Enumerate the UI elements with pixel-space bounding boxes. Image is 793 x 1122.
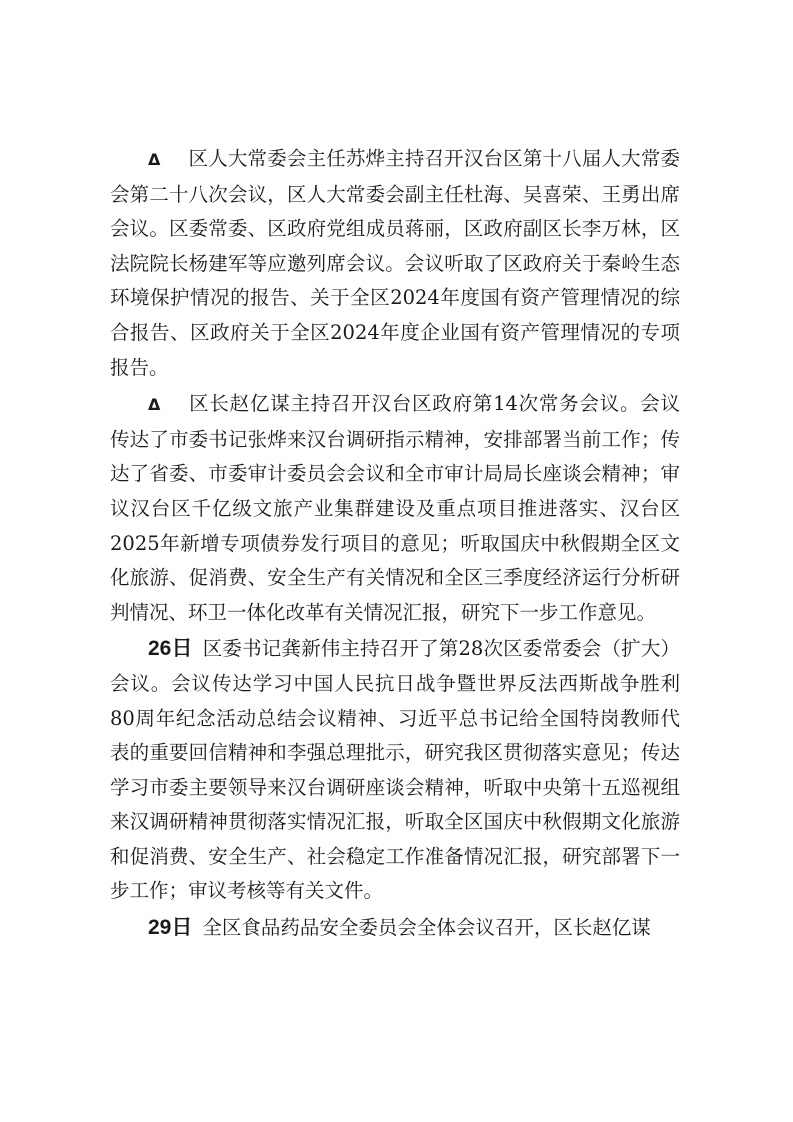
paragraph-text: 全区食品药品安全委员会全体会议召开，区长赵亿谋 bbox=[202, 916, 651, 940]
paragraph-text: 区长赵亿谋主持召开汉台区政府第14次常务会议。会议传达了市委书记张烨来汉台调研指示精神，安排部署当前工作；传达了省委、市委审计委员会会议和全市审计局局长座谈会精神；审议汉台区千亿级文旅产业集群建设及重点项目推进落实、汉台区2025年新增专项债券发行项目的意见；听取国庆中秋假期全区文化旅游、促消费、安全生产有关情况和全区三季度经济运行分析研判情况、环卫一体化改革有关情况汇报，研究下一步工作意见。 bbox=[110, 392, 680, 624]
news-item-government-meeting bbox=[110, 387, 680, 630]
date-label: 26日 bbox=[148, 637, 193, 661]
news-item-26th bbox=[110, 632, 680, 909]
news-item-npc-meeting bbox=[110, 142, 680, 385]
delta-bullet-icon: Δ bbox=[148, 395, 161, 415]
date-label: 29日 bbox=[148, 916, 193, 940]
news-item-29th bbox=[110, 911, 680, 946]
delta-bullet-icon: Δ bbox=[148, 150, 161, 169]
document-body bbox=[110, 142, 680, 948]
paragraph-text: 区人大常委会主任苏烨主持召开汉台区第十八届人大常委会第二十八次会议，区人大常委会副主任杜海、吴喜荣、王勇出席会议。区委常委、区政府党组成员蒋丽，区政府副区长李万林，区法院院长杨建军等应邀列席会议。会议听取了区政府关于秦岭生态环境保护情况的报告、关于全区2024年度国有资产管理情况的综合报告、区政府关于全区2024年度企业国有资产管理情况的专项报告。 bbox=[110, 147, 680, 379]
paragraph-text: 区委书记龚新伟主持召开了第28次区委常委会（扩大）会议。会议传达学习中国人民抗日战争暨世界反法西斯战争胜利80周年纪念活动总结会议精神、习近平总书记给全国特岗教师代表的重要回信精神和李强总理批示，研究我区贯彻落实意见；传达学习市委主要领导来汉台调研座谈会精神，听取中央第十五巡视组来汉调研精神贯彻落实情况汇报，听取全区国庆中秋假期文化旅游和促消费、安全生产、社会稳定工作准备情况汇报，研究部署下一步工作；审议考核等有关文件。 bbox=[110, 637, 680, 903]
